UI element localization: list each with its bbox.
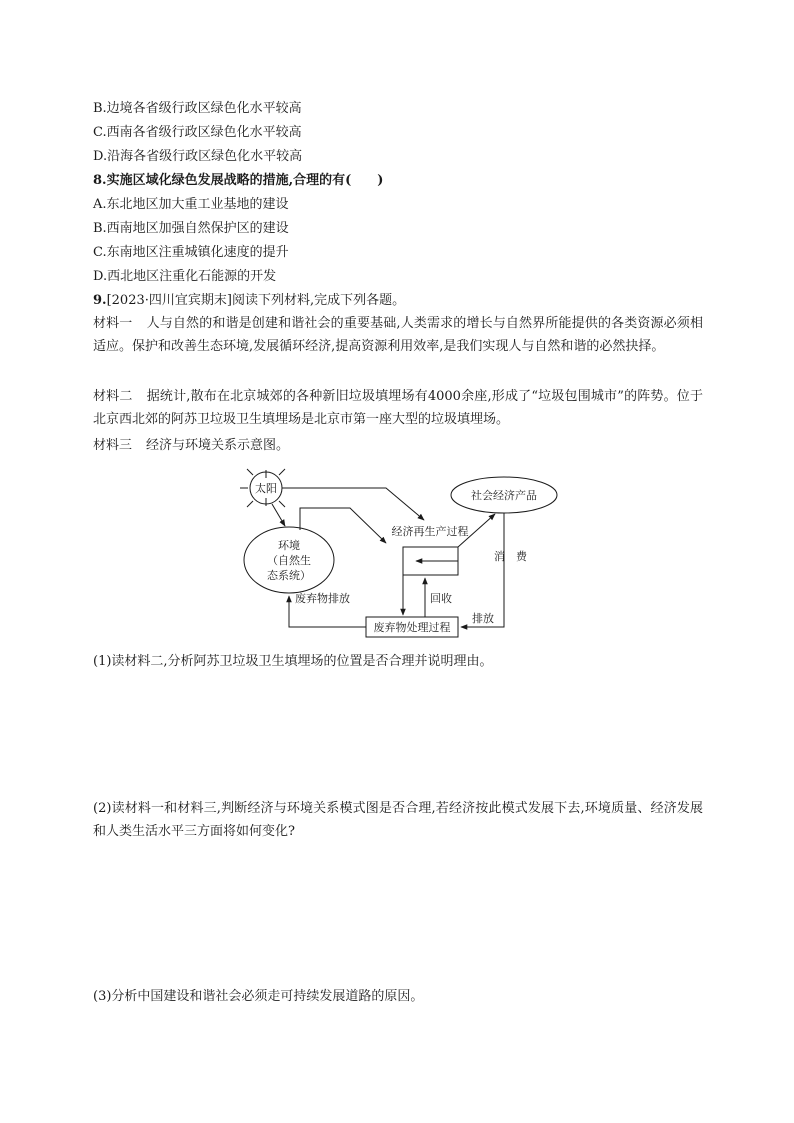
environment-label-2: （自然生 <box>267 554 311 567</box>
sun-to-environment-arrow <box>272 504 285 526</box>
material-3-text: 经济与环境关系示意图。 <box>146 438 290 453</box>
q8-option-a: A.东北地区加大重工业基地的建设 <box>93 197 289 212</box>
waste-process-label: 废弃物处理过程 <box>373 621 451 634</box>
material-2-label: 材料二 <box>93 389 133 404</box>
q8-option-d: D.西北地区注重化石能源的开发 <box>93 269 277 284</box>
q7-option-b: B.边境各省级行政区绿色化水平较高 <box>93 101 302 116</box>
q9-sub3: (3)分析中国建设和谐社会必须走可持续发展道路的原因。 <box>93 989 424 1004</box>
q7-option-c: C.西南各省级行政区绿色化水平较高 <box>93 125 302 140</box>
material-1-label: 材料一 <box>93 316 133 331</box>
q8-stem: 8.实施区域化绿色发展战略的措施,合理的有( ) <box>93 173 384 188</box>
sun-label: 太阳 <box>255 482 277 495</box>
resource-arrow <box>300 508 386 543</box>
sun-energy-arrow <box>282 488 424 520</box>
product-label: 社会经济产品 <box>471 489 537 502</box>
consume-label: 消 费 <box>494 550 527 563</box>
material-1-text: 人与自然的和谐是创建和谐社会的重要基础,人类需求的增长与自然界所能提供的各类资源必须相适应。保护和改善生态环境,发展循环经济,提高资源利用效率,是我们实现人与自然和谐的必然抉择。 <box>93 316 703 354</box>
q7-option-d: D.沿海各省级行政区绿色化水平较高 <box>93 149 303 164</box>
q8-option-c: C.东南地区注重城镇化速度的提升 <box>93 245 289 260</box>
material-2-text: 据统计,散布在北京城郊的各种新旧垃圾填埋场有4000余座,形成了“垃圾包围城市”的阵势。位于北京西北郊的阿苏卫垃圾卫生填埋场是北京市第一座大型的垃圾填埋场。 <box>93 389 703 427</box>
q9-stem-text: 阅读下列材料,完成下列各题。 <box>231 293 406 308</box>
waste-release-label: 废弃物排放 <box>295 592 350 605</box>
q9-number: 9. <box>93 293 107 308</box>
recycle-label: 回收 <box>430 592 452 605</box>
environment-label-1: 环境 <box>278 539 300 552</box>
q9-sub1: (1)读材料二,分析阿苏卫垃圾卫生填埋场的位置是否合理并说明理由。 <box>93 654 493 669</box>
material-3-label: 材料三 <box>93 438 133 453</box>
discharge-label: 排放 <box>472 612 494 625</box>
environment-label-3: 态系统） <box>267 569 311 582</box>
reproduction-label: 经济再生产过程 <box>391 525 469 538</box>
q9-sub2: (2)读材料一和材料三,判断经济与环境关系模式图是否合理,若经济按此模式发展下去,环境质量、经济发展和人类生活水平三方面将如何变化? <box>93 801 703 839</box>
q9-source: [2023·四川宜宾期末] <box>106 293 232 308</box>
q8-option-b: B.西南地区加强自然保护区的建设 <box>93 221 289 236</box>
